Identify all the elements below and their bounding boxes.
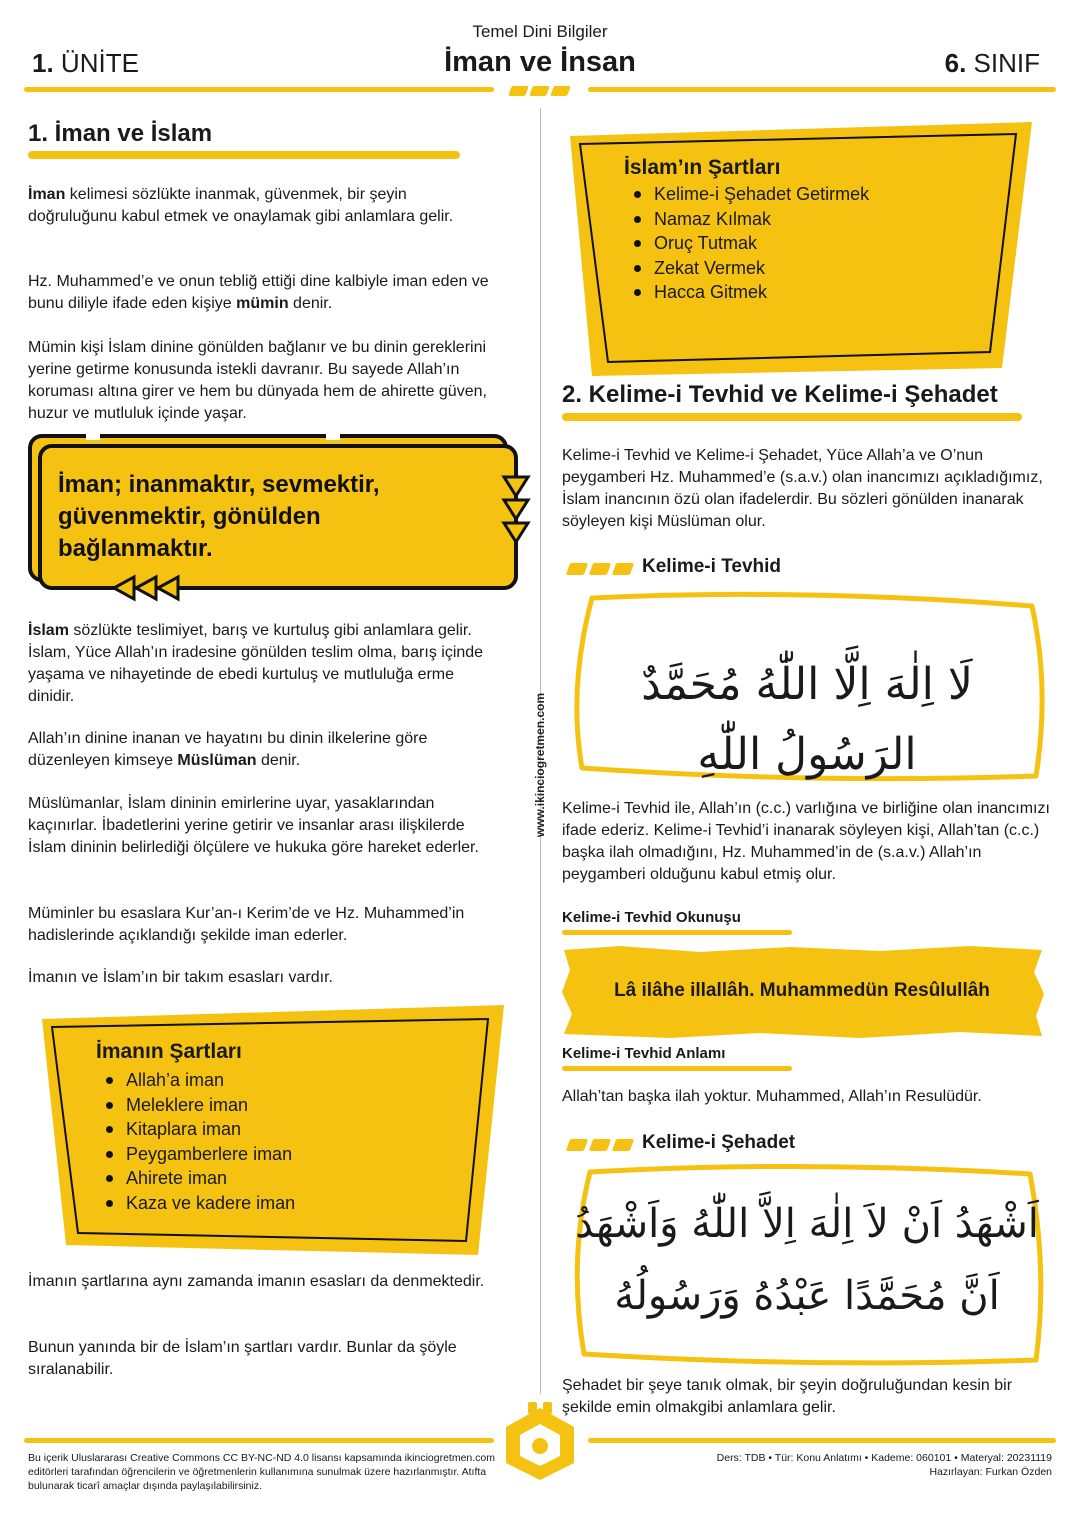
bullet-dash xyxy=(612,563,634,575)
iman-list xyxy=(96,1068,295,1215)
paragraph-esaslar: Müminler bu esaslara Kur’an-ı Kerim’de ve Hz. Muhammed’in hadislerinde açıklandığı şekilde iman ederler. xyxy=(28,905,465,944)
section-title-iman-islam: 1. İman ve İslam xyxy=(28,120,213,147)
bullet-dash xyxy=(612,1139,634,1151)
tevhid-title: Kelime-i Tevhid xyxy=(642,556,782,577)
unit-text: ÜNİTE xyxy=(60,48,139,78)
side-url: www.ikinciogretmen.com xyxy=(533,692,547,838)
footer-meta-block xyxy=(717,1451,1052,1479)
grade-number: 6. xyxy=(944,48,967,78)
paragraph-mumin: Hz. Muhammed’e ve onun tebliğ ettiği dine kalbiyle iman eden ve bunu diliyle ifade eden kişiye mümin denir. xyxy=(28,273,489,312)
header-rule-right xyxy=(588,87,1056,92)
section-underline xyxy=(28,151,460,159)
bullet-dash xyxy=(566,1139,588,1151)
footer-author: Hazırlayan: Furkan Özden xyxy=(929,1466,1052,1478)
islam-card-title: İslam’ın Şartları xyxy=(624,156,781,179)
section-title-kelime: 2. Kelime-i Tevhid ve Kelime-i Şehadet xyxy=(562,381,998,408)
okunusu-label: Kelime-i Tevhid Okunuşu xyxy=(562,909,741,926)
tevhid-arabic: لَا اِلٰهَ اِلَّا اللّٰهُ مُحَمَّدٌ الرَسُولُ اللّٰهِ xyxy=(641,659,973,780)
iman-card-title: İmanın Şartları xyxy=(96,1040,242,1063)
term-mumin: mümin xyxy=(236,295,289,312)
list-item: Peygamberlere iman xyxy=(96,1142,295,1167)
iman-card xyxy=(96,1040,295,1215)
footer-rule-right xyxy=(588,1438,1056,1443)
list-item: Meleklere iman xyxy=(96,1093,295,1118)
okunusu-underline xyxy=(562,930,792,935)
paragraph-iman-islam-esaslari: İmanın ve İslam’ın bir takım esasları vardır. xyxy=(28,969,333,986)
unit-number: 1. xyxy=(32,48,54,78)
header-rule-left xyxy=(24,87,494,92)
paragraph-islam-sartlari-intro: Bunun yanında bir de İslam’ın şartları vardır. Bunlar da şöyle sıralanabilir. xyxy=(28,1339,457,1378)
sehadet-arabic-line-1: اَشْهَدُ اَنْ لاَ اِلٰهَ اِلاَّ اللّٰهُ وَاَشْهَدُ xyxy=(575,1201,1039,1247)
list-item: Oruç Tutmak xyxy=(624,231,869,256)
list-item: Namaz Kılmak xyxy=(624,207,869,232)
anlami-label: Kelime-i Tevhid Anlamı xyxy=(562,1045,726,1062)
sehadet-arabic-line-2: اَنَّ مُحَمَّدًا عَبْدُهُ وَرَسُولُهُ xyxy=(614,1273,1000,1319)
header-dash-2 xyxy=(529,86,550,96)
bullet-dash xyxy=(566,563,588,575)
paragraph-tevhid: Kelime-i Tevhid ile, Allah’ın (c.c.) varlığına ve birliğine olan inancımızı ifade ederiz. Kelime-i Tevhid’i inanarak söyleyen kişi, Allah’tan (c.c.) başka ilah olmadığını, Hz. Muhammed’in de (s.a.v.) Allah’ın peygamberi olduğunu kabul etmiş olur. xyxy=(562,800,1050,883)
list-item: Kaza ve kadere iman xyxy=(96,1191,295,1216)
paragraph-iman: İman kelimesi sözlükte inanmak, güvenmek, bir şeyin doğruluğunu kabul etmek ve onaylamak gibi anlamlara gelir. xyxy=(28,186,454,225)
islam-card xyxy=(624,156,869,305)
anlami-text: Allah’tan başka ilah yoktur. Muhammed, Allah’ın Resulüdür. xyxy=(562,1088,982,1105)
header-dash-1 xyxy=(508,86,529,96)
list-item: Kelime-i Şehadet Getirmek xyxy=(624,182,869,207)
sehadet-title: Kelime-i Şehadet xyxy=(642,1132,796,1153)
footer-rule-left xyxy=(24,1438,494,1443)
quote-text: İman; inanmaktır, sevmektir, güvenmektir, gönülden bağlanmaktır. xyxy=(58,471,380,562)
header-dash-3 xyxy=(550,86,571,96)
list-item: Hacca Gitmek xyxy=(624,280,869,305)
paragraph-sehadet: Şehadet bir şeye tanık olmak, bir şeyin doğruluğundan kesin bir şekilde emin olmakgibi anlamlara gelir. xyxy=(562,1377,1013,1416)
paragraph-muslim: Allah’ın dinine inanan ve hayatını bu dinin ilkelerine göre düzenleyen kimseye Müslüman denir. xyxy=(28,730,428,769)
grade-text: SINIF xyxy=(973,48,1040,78)
brand-logo xyxy=(498,1402,582,1482)
section-underline xyxy=(562,413,1022,421)
term-muslim: Müslüman xyxy=(177,752,257,769)
paragraph-mumin-detail: Mümin kişi İslam dinine gönülden bağlanır ve bu dinin gereklerini yerine getirme konusunda istekli davranır. Bu sayede Allah’ın koruması altına girer ve hem bu dünyada hem de ahirette güven, huzur ve mutluluk içinde yaşar. xyxy=(28,339,487,422)
islam-list xyxy=(624,182,869,305)
footer-meta: Ders: TDB • Tür: Konu Anlatımı • Kademe: 060101 • Materyal: 20231119 xyxy=(716,1452,1052,1464)
list-item: Ahirete iman xyxy=(96,1166,295,1191)
paragraph-iman-esaslari: İmanın şartlarına aynı zamanda imanın esasları da denmektedir. xyxy=(28,1273,485,1290)
okunusu-text: Lâ ilâhe illallâh. Muhammedün Resûlullâh xyxy=(614,980,990,1001)
paragraph-islam: İslam sözlükte teslimiyet, barış ve kurtuluş gibi anlamlara gelir. İslam, Yüce Allah’ın iradesine gönülden teslim olma, barış içinde yaşama ve nihayetinde de ebedi kurtuluş ve mutluluğa erme dinidir. xyxy=(28,622,484,705)
grade-label xyxy=(945,48,1040,79)
term-islam: İslam xyxy=(28,622,69,639)
page-title: İman ve İnsan xyxy=(444,46,636,78)
list-item: Allah’a iman xyxy=(96,1068,295,1093)
list-item: Zekat Vermek xyxy=(624,256,869,281)
anlami-underline xyxy=(562,1066,792,1071)
header-subtitle: Temel Dini Bilgiler xyxy=(472,22,608,41)
bullet-dash xyxy=(589,1139,611,1151)
paragraph-kelime-intro: Kelime-i Tevhid ve Kelime-i Şehadet, Yüce Allah’a ve O’nun peygamberi Hz. Muhammed’e (s.a.v.) olan inancımızı açıkladığımız, İslam inancının özü olan ifadelerdir. Bu sözleri gönülden inanarak söyleyen kişi Müslüman olur. xyxy=(562,447,1043,530)
paragraph-muslim-detail: Müslümanlar, İslam dininin emirlerine uyar, yasaklarından kaçınırlar. İbadetlerini yerine getirir ve insanlar arası ilişkilerde İslam dininin belirlediği ölçülere ve hukuka göre hareket ederler. xyxy=(28,795,479,856)
footer-license: Bu içerik Uluslararası Creative Commons CC BY-NC-ND 4.0 lisansı kapsamında ikinciogretmen.com editörleri tarafından öğrencilerin ve öğretmenlerin kullanımına sunulmak üzere hazırlanmıştır. Atıfta bulunarak ticarî amaçlar dışında paylaşılabilirsiniz. xyxy=(28,1452,496,1492)
term-iman: İman xyxy=(28,186,66,203)
list-item: Kitaplara iman xyxy=(96,1117,295,1142)
bullet-dash xyxy=(589,563,611,575)
